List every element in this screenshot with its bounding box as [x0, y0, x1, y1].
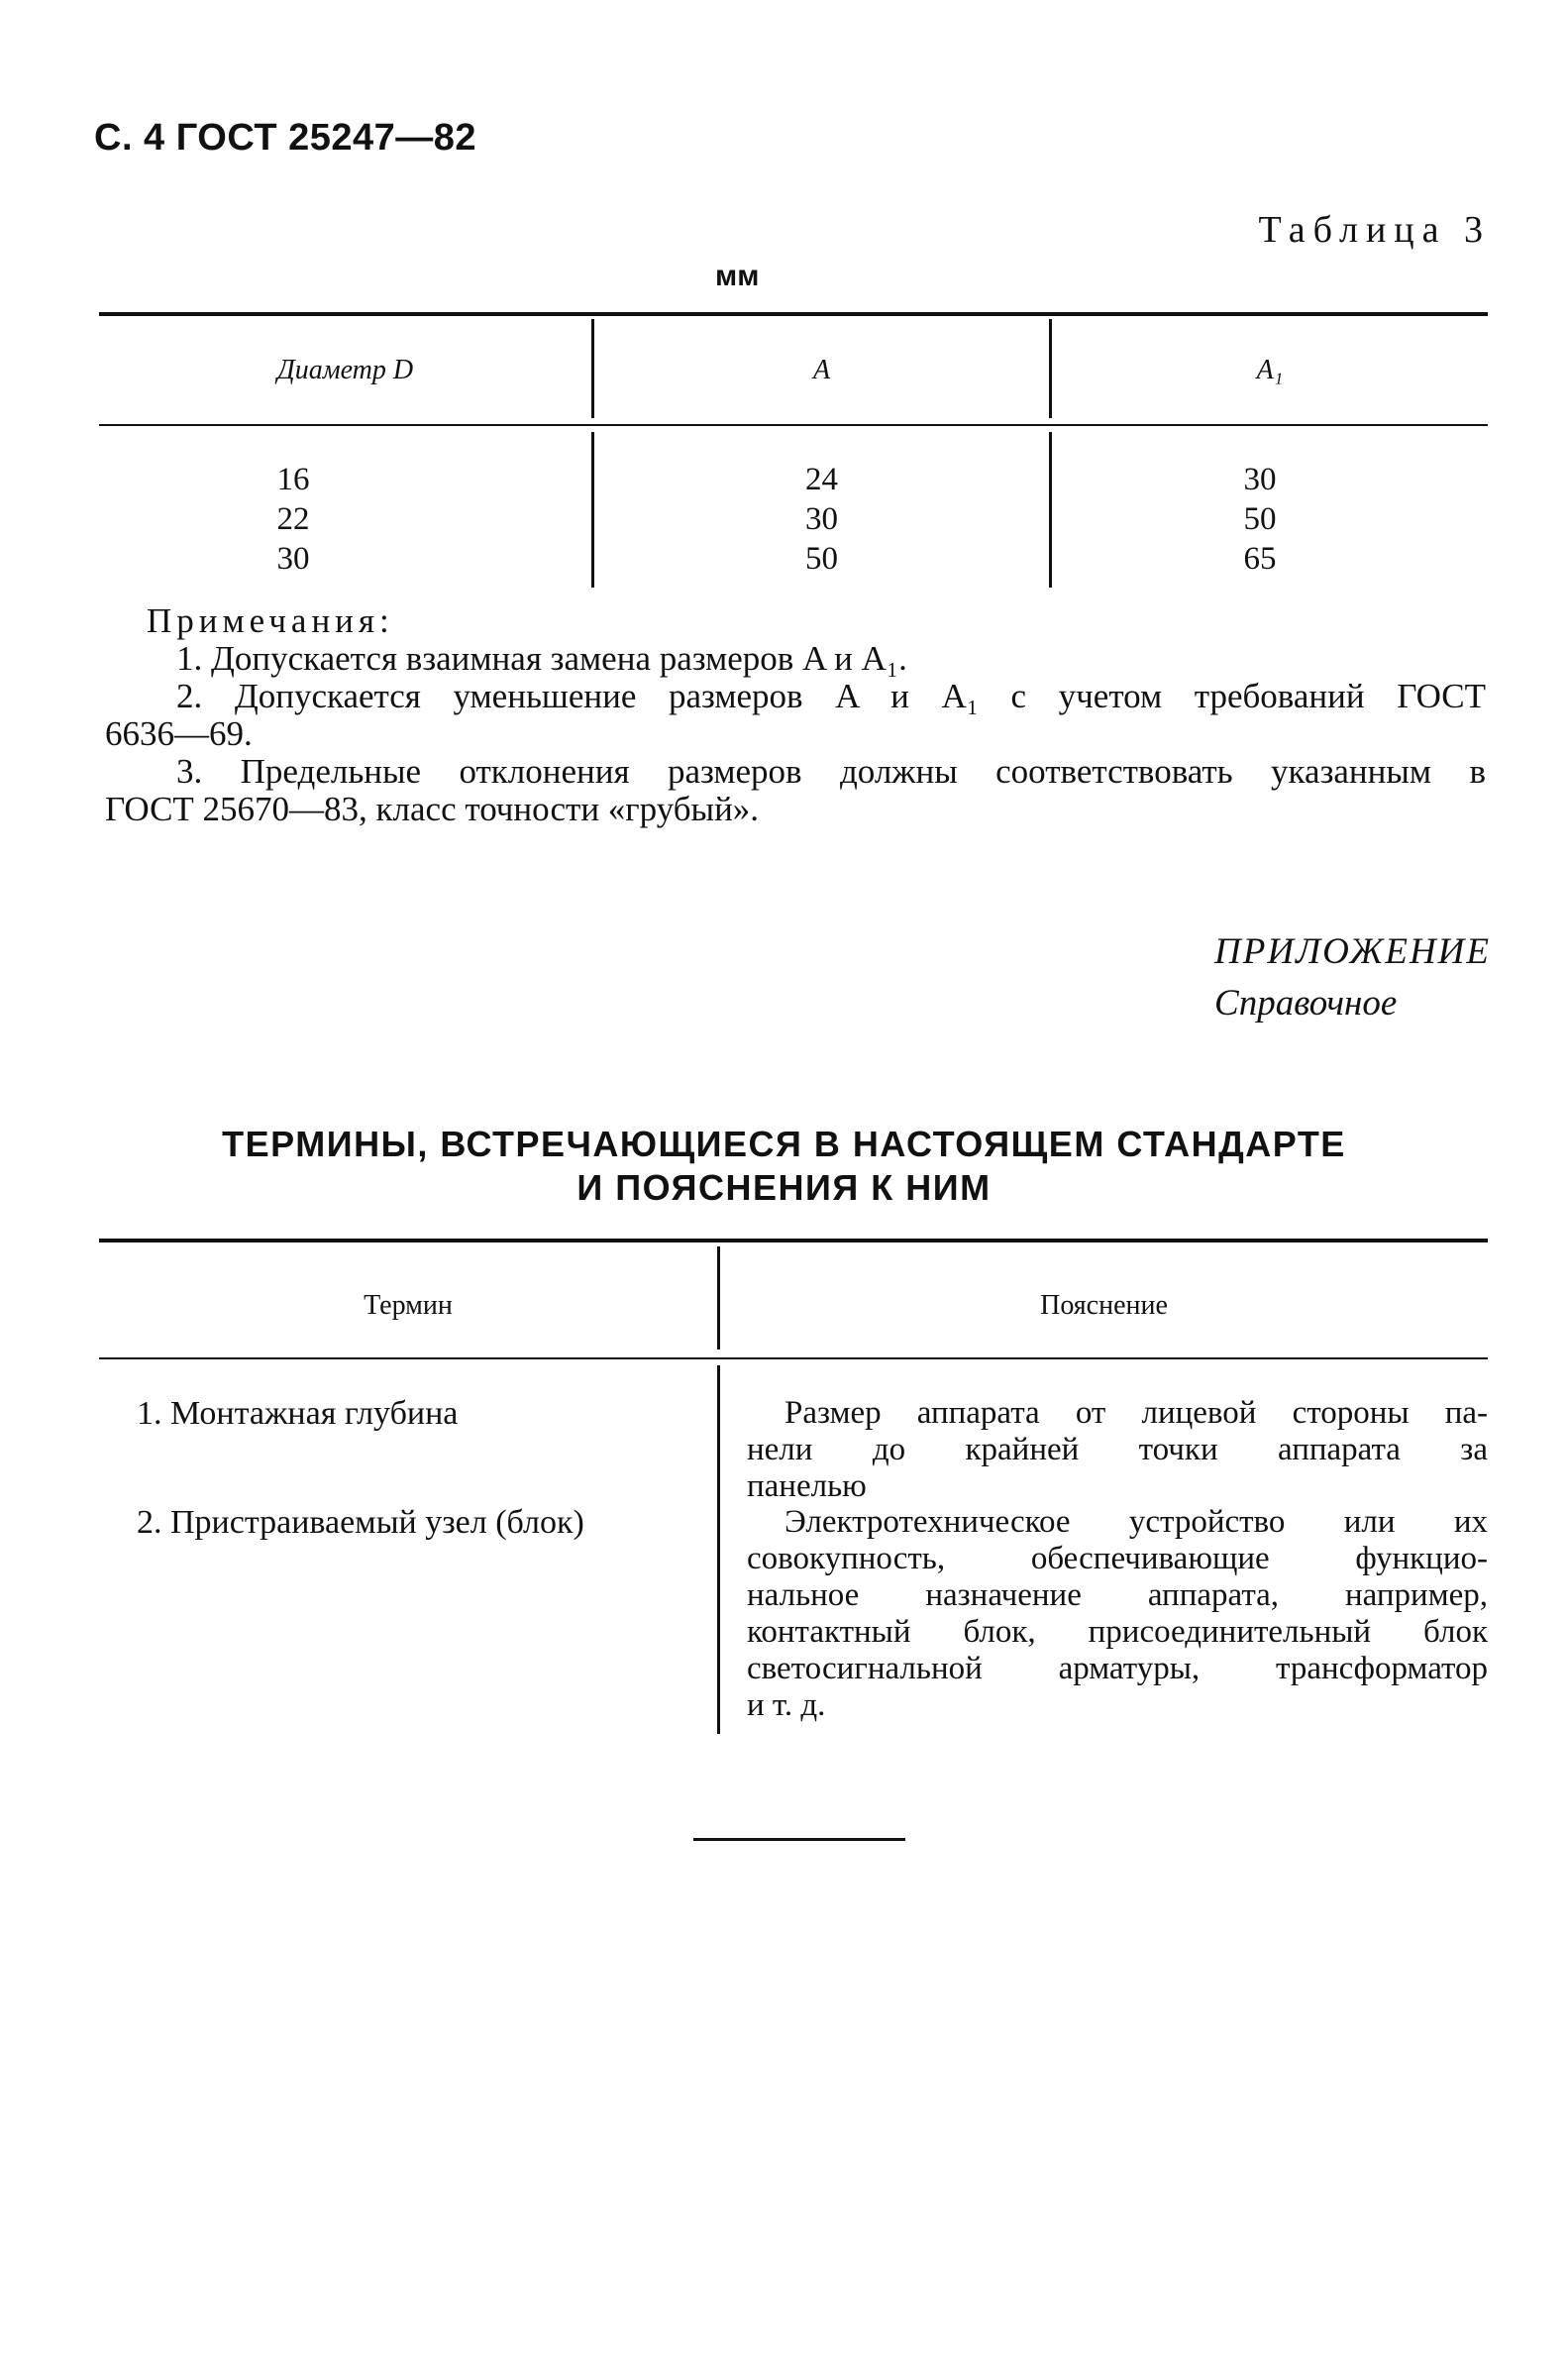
notes-title: Примечания: — [147, 601, 394, 640]
table-notes — [107, 602, 1494, 828]
table3-cell: 65 — [1243, 541, 1277, 577]
explanation-2-line: светосигнальной арматуры, трансформатор — [747, 1651, 1488, 1686]
table3-top-rule — [99, 312, 1488, 316]
table3-cell: 24 — [805, 462, 838, 497]
table3-cell: 30 — [805, 501, 838, 537]
explanation-2-line: Электротехническое устройство или их — [784, 1504, 1488, 1540]
explanation-2-line: контактный блок, присоединительный блок — [747, 1614, 1488, 1650]
terms-header-term: Термин — [364, 1290, 453, 1321]
explanation-2 — [747, 1504, 1488, 1724]
note-1: 1. Допускается взаимная замена размеров A и A₁. — [176, 639, 907, 678]
explanation-2-line: и т. д. — [747, 1687, 826, 1723]
note-2-line-2: 6636—69. — [105, 714, 253, 753]
table3-column-diameter — [99, 460, 487, 579]
table3-header-rule — [99, 424, 1488, 426]
end-of-document-rule — [693, 1838, 905, 1841]
explanation-1-line: панелью — [747, 1468, 867, 1504]
appendix-title: ПРИЛОЖЕНИЕ — [1214, 931, 1491, 972]
table3-header-a1: A₁ — [1256, 355, 1284, 385]
table3-column-a1 — [1052, 460, 1468, 579]
appendix-label — [1214, 926, 1491, 1029]
table3-cell: 16 — [276, 462, 310, 497]
terms-header-explanation: Пояснение — [1040, 1290, 1168, 1321]
terms-title-line-2: И ПОЯСНЕНИЯ К НИМ — [576, 1167, 992, 1208]
term-1: 1. Монтажная глубина — [137, 1395, 459, 1432]
table3-header-diameter: Диаметр D — [276, 355, 414, 385]
terms-table-col-divider-body — [717, 1365, 720, 1734]
terms-table-top-rule — [99, 1239, 1488, 1242]
appendix-kind: Справочное — [1214, 983, 1398, 1024]
table-caption: Таблица 3 — [1258, 209, 1491, 251]
table3-cell: 30 — [1243, 462, 1277, 497]
note-3-line-2: ГОСТ 25670—83, класс точности «грубый». — [105, 790, 760, 828]
explanation-2-line: нальное назначение аппарата, например, — [747, 1577, 1488, 1613]
table3-header-a: A — [812, 355, 831, 385]
note-2-line-1: 2. Допускается уменьшение размеров A и A₁ с учетом требований ГОСТ — [176, 677, 1486, 715]
table3-column-a — [594, 460, 1049, 579]
table3-cell: 30 — [276, 541, 310, 577]
terms-table-header-rule — [99, 1357, 1488, 1359]
explanation-1-line: Размер аппарата от лицевой стороны па- — [784, 1395, 1488, 1431]
explanation-1 — [747, 1395, 1488, 1505]
explanation-2-line: совокупность, обеспечивающие функцио- — [747, 1541, 1488, 1576]
table3-cell: 22 — [276, 501, 310, 537]
explanation-1-line: нели до крайней точки аппарата за — [747, 1432, 1488, 1467]
term-2: 2. Пристраиваемый узел (блок) — [137, 1504, 584, 1541]
page-header: С. 4 ГОСТ 25247—82 — [94, 117, 477, 159]
note-3-line-1: 3. Предельные отклонения размеров должны соответствовать указанным в — [176, 752, 1486, 791]
terms-title-line-1: ТЕРМИНЫ, ВСТРЕЧАЮЩИЕСЯ В НАСТОЯЩЕМ СТАНДАРТЕ — [222, 1124, 1346, 1164]
table3-cell: 50 — [1243, 501, 1277, 537]
table-unit: мм — [715, 260, 760, 292]
terms-section-title — [0, 1123, 1568, 1210]
table3-cell: 50 — [805, 541, 838, 577]
